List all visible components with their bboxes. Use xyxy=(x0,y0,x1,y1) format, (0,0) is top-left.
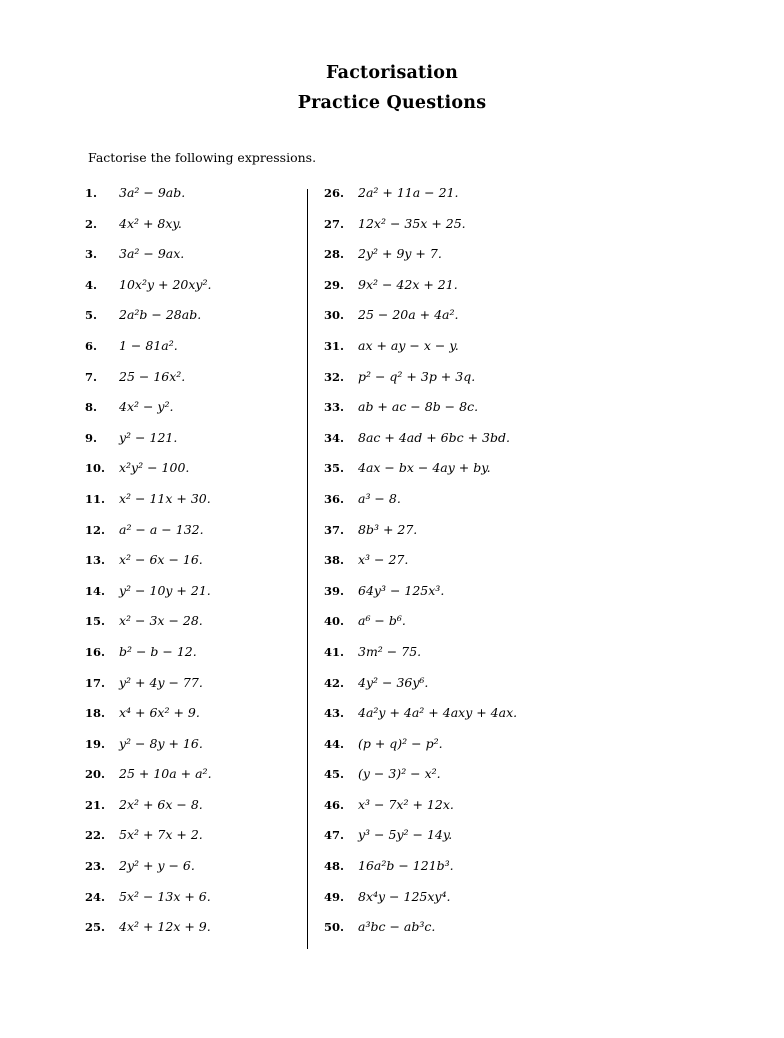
question-item xyxy=(324,491,615,522)
question-number: 17. xyxy=(85,675,106,690)
question-number: 15. xyxy=(85,614,106,629)
question-item xyxy=(85,430,307,461)
question-number: 22. xyxy=(85,828,106,843)
question-expression: 2a² + 11a − 21. xyxy=(358,185,459,200)
question-item xyxy=(324,705,615,736)
question-number: 20. xyxy=(85,767,106,782)
question-number: 1. xyxy=(85,186,98,200)
question-expression: 2x² + 6x − 8. xyxy=(119,796,203,812)
question-number: 45. xyxy=(324,767,345,782)
question-number: 25. xyxy=(85,920,106,935)
question-item xyxy=(85,491,307,522)
question-item xyxy=(324,797,615,828)
question-expression: 3m² − 75. xyxy=(358,643,422,659)
question-expression: 4y² − 36y⁶. xyxy=(358,674,429,690)
question-number: 7. xyxy=(85,369,98,384)
question-number: 30. xyxy=(324,308,345,323)
question-expression: a⁶ − b⁶. xyxy=(358,613,406,629)
question-item xyxy=(324,399,615,430)
question-item xyxy=(85,185,307,216)
question-number: 13. xyxy=(85,553,106,568)
question-number: 41. xyxy=(324,644,345,659)
question-number: 40. xyxy=(324,614,345,629)
question-number: 3. xyxy=(85,247,98,262)
question-expression: 2a²b − 28ab. xyxy=(119,307,202,323)
question-item xyxy=(324,307,615,338)
question-item xyxy=(85,736,307,767)
question-number: 28. xyxy=(324,247,345,262)
question-number: 39. xyxy=(324,583,345,598)
question-expression: p² − q² + 3p + 3q. xyxy=(358,368,476,384)
question-number: 14. xyxy=(85,583,106,598)
question-item xyxy=(85,858,307,889)
question-number: 2. xyxy=(85,216,98,231)
question-item xyxy=(85,338,307,369)
question-number: 42. xyxy=(324,675,345,690)
question-item xyxy=(324,185,615,216)
question-item xyxy=(324,889,615,920)
question-expression: 4x² + 12x + 9. xyxy=(119,919,211,935)
question-item xyxy=(324,216,615,247)
question-number: 34. xyxy=(324,430,345,445)
question-item xyxy=(85,460,307,491)
question-expression: x² − 11x + 30. xyxy=(119,490,211,506)
question-number: 26. xyxy=(324,186,345,200)
question-expression: 9x² − 42x + 21. xyxy=(358,276,458,292)
question-expression: ax + ay − x − y. xyxy=(358,337,459,353)
question-number: 16. xyxy=(85,644,106,659)
question-expression: a³ − 8. xyxy=(358,490,401,506)
question-number: 29. xyxy=(324,277,345,292)
question-number: 27. xyxy=(324,216,345,231)
question-number: 19. xyxy=(85,736,106,751)
question-item xyxy=(85,307,307,338)
question-expression: y² − 121. xyxy=(119,429,178,445)
question-expression: 5x² + 7x + 2. xyxy=(119,827,203,843)
question-item xyxy=(324,277,615,308)
question-number: 35. xyxy=(324,461,345,476)
question-expression: 12x² − 35x + 25. xyxy=(358,215,466,231)
questions-column-right xyxy=(308,185,615,950)
question-number: 47. xyxy=(324,828,345,843)
question-expression: 4x² + 8xy. xyxy=(119,215,182,231)
question-expression: 2y² + 9y + 7. xyxy=(358,246,442,262)
question-item xyxy=(324,858,615,889)
question-item xyxy=(85,613,307,644)
question-number: 49. xyxy=(324,889,345,904)
question-number: 50. xyxy=(324,920,345,935)
question-number: 9. xyxy=(85,430,98,445)
question-number: 32. xyxy=(324,369,345,384)
question-expression: 4a²y + 4a² + 4axy + 4ax. xyxy=(358,705,518,721)
question-item xyxy=(85,675,307,706)
title-block xyxy=(0,58,784,118)
question-expression: 2y² + y − 6. xyxy=(119,858,195,874)
question-item xyxy=(324,246,615,277)
question-expression: 8x⁴y − 125xy⁴. xyxy=(358,888,451,904)
question-expression: 10x²y + 20xy². xyxy=(119,276,212,292)
question-expression: 4ax − bx − 4ay + by. xyxy=(358,460,491,476)
worksheet-page xyxy=(0,58,784,1038)
question-number: 36. xyxy=(324,491,345,506)
question-expression: 3a² − 9ab. xyxy=(119,185,186,200)
question-expression: x² − 3x − 28. xyxy=(119,613,203,629)
question-number: 46. xyxy=(324,797,345,812)
questions-column-left xyxy=(0,185,307,950)
question-expression: x³ − 7x² + 12x. xyxy=(358,796,454,812)
question-item xyxy=(85,216,307,247)
question-number: 37. xyxy=(324,522,345,537)
question-expression: a³bc − ab³c. xyxy=(358,919,436,935)
question-item xyxy=(85,919,307,950)
question-item xyxy=(324,338,615,369)
question-expression: 64y³ − 125x³. xyxy=(358,582,445,598)
question-number: 33. xyxy=(324,400,345,415)
question-item xyxy=(324,613,615,644)
page-title-line-2: Practice Questions xyxy=(297,93,487,113)
question-number: 18. xyxy=(85,706,106,721)
question-expression: x⁴ + 6x² + 9. xyxy=(119,705,200,721)
question-number: 43. xyxy=(324,706,345,721)
question-number: 5. xyxy=(85,308,98,323)
question-expression: 8b³ + 27. xyxy=(358,521,418,537)
questions-columns xyxy=(0,185,784,950)
question-expression: a² − a − 132. xyxy=(119,521,204,537)
question-item xyxy=(85,277,307,308)
question-item xyxy=(85,889,307,920)
question-item xyxy=(85,644,307,675)
question-item xyxy=(324,460,615,491)
question-item xyxy=(85,369,307,400)
question-item xyxy=(324,522,615,553)
question-number: 8. xyxy=(85,400,98,415)
question-item xyxy=(85,552,307,583)
question-item xyxy=(85,827,307,858)
question-expression: 16a²b − 121b³. xyxy=(358,858,454,874)
question-expression: y² − 8y + 16. xyxy=(119,735,203,751)
question-item xyxy=(85,705,307,736)
question-expression: 4x² − y². xyxy=(119,399,174,415)
instruction-text: Factorise the following expressions. xyxy=(88,150,317,165)
question-number: 44. xyxy=(324,736,345,751)
question-number: 11. xyxy=(85,491,106,506)
question-expression: y² + 4y − 77. xyxy=(119,674,203,690)
question-item xyxy=(324,430,615,461)
question-item xyxy=(324,369,615,400)
question-expression: (y − 3)² − x². xyxy=(358,766,441,782)
question-item xyxy=(85,399,307,430)
question-item xyxy=(85,246,307,277)
question-item xyxy=(324,827,615,858)
question-number: 23. xyxy=(85,859,106,874)
question-item xyxy=(324,675,615,706)
question-number: 21. xyxy=(85,797,106,812)
page-title-line-1: Factorisation xyxy=(325,63,458,83)
question-expression: y³ − 5y² − 14y. xyxy=(358,827,453,843)
question-expression: 25 + 10a + a². xyxy=(119,766,212,782)
question-item xyxy=(85,522,307,553)
question-expression: 8ac + 4ad + 6bc + 3bd. xyxy=(358,429,510,445)
question-expression: ab + ac − 8b − 8c. xyxy=(358,399,479,415)
question-item xyxy=(324,766,615,797)
question-number: 24. xyxy=(85,889,106,904)
question-number: 31. xyxy=(324,338,345,353)
question-number: 4. xyxy=(85,277,98,292)
question-number: 12. xyxy=(85,522,106,537)
question-number: 6. xyxy=(85,338,98,353)
question-expression: x³ − 27. xyxy=(358,552,409,568)
question-item xyxy=(324,736,615,767)
question-expression: x²y² − 100. xyxy=(119,460,190,476)
question-expression: (p + q)² − p². xyxy=(358,735,443,751)
question-item xyxy=(324,552,615,583)
question-item xyxy=(324,583,615,614)
question-number: 48. xyxy=(324,859,345,874)
question-expression: 25 − 20a + 4a². xyxy=(358,307,459,323)
question-expression: 5x² − 13x + 6. xyxy=(119,888,211,904)
question-item xyxy=(85,583,307,614)
question-number: 10. xyxy=(85,461,106,476)
question-expression: 3a² − 9ax. xyxy=(119,246,185,262)
question-item xyxy=(85,797,307,828)
question-number: 38. xyxy=(324,553,345,568)
question-item xyxy=(324,644,615,675)
question-expression: 1 − 81a². xyxy=(119,337,178,353)
question-expression: b² − b − 12. xyxy=(119,643,197,659)
question-expression: y² − 10y + 21. xyxy=(119,582,211,598)
question-item xyxy=(324,919,615,950)
question-item xyxy=(85,766,307,797)
question-expression: x² − 6x − 16. xyxy=(119,552,203,568)
question-expression: 25 − 16x². xyxy=(119,368,186,384)
